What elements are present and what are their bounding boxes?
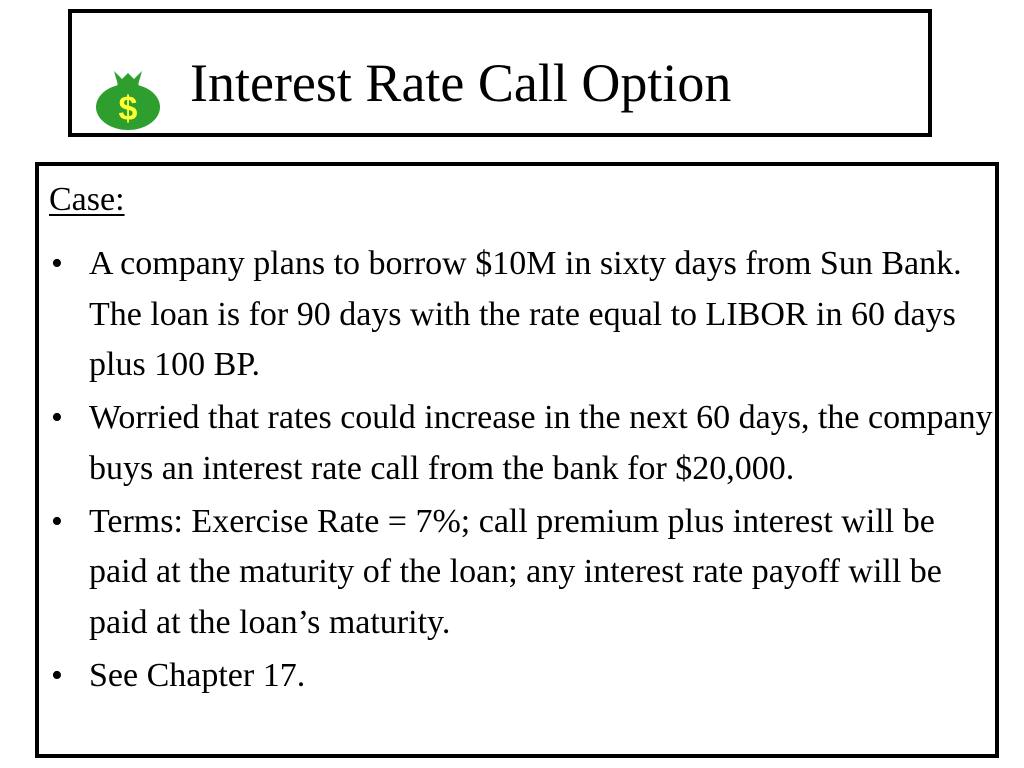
money-bag-icon — [94, 65, 162, 131]
bullet-marker: • — [51, 399, 63, 436]
bullet-text: Worried that rates could increase in the next 60 days, the company buys an interest rate call from the bank for $20,000. — [89, 399, 993, 487]
bullet-marker: • — [51, 656, 63, 694]
list-item — [49, 393, 997, 494]
list-item — [49, 497, 997, 649]
bullet-text: See Chapter 17. — [89, 656, 306, 694]
list-item — [49, 239, 997, 391]
bullet-list — [49, 239, 997, 704]
bullet-marker: • — [51, 502, 63, 540]
list-item — [49, 651, 997, 702]
content-box — [35, 162, 999, 758]
bullet-text: A company plans to borrow $10M in sixty days from Sun Bank. The loan is for 90 days with the rate equal to LIBOR in 60 days plus 100 BP. — [89, 245, 962, 383]
title-box — [68, 9, 932, 137]
case-heading: Case: — [49, 181, 125, 218]
dollar-sign: $ — [118, 90, 138, 128]
bullet-marker: • — [51, 245, 63, 282]
bullet-text: Terms: Exercise Rate = 7%; call premium plus interest will be paid at the maturity of the loan; any interest rate payoff will be paid at the loan’s maturity. — [89, 502, 942, 641]
slide-title: Interest Rate Call Option — [190, 53, 732, 113]
